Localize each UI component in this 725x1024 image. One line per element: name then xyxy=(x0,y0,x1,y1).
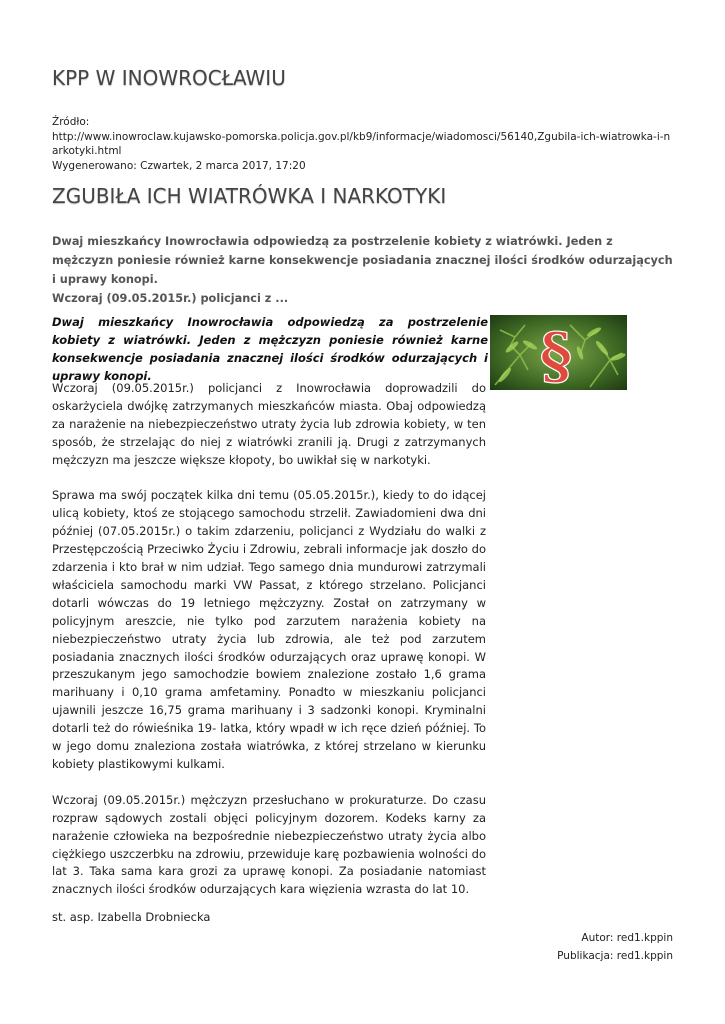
footer-credits xyxy=(557,929,673,965)
footer-publication: Publikacja: red1.kppin xyxy=(557,950,673,962)
article-photo xyxy=(490,315,627,390)
summary-line: Wczoraj (09.05.2015r.) policjanci z ... xyxy=(52,292,289,305)
author-signature: st. asp. Izabella Drobniecka xyxy=(52,910,211,924)
source-url[interactable]: http://www.inowroclaw.kujawsko-pomorska.policja.gov.pl/kb9/informacje/wiadomosci/56140,Zgubila-ich-wiatrowka-i-narkotyki.html xyxy=(52,130,671,157)
paragraph-glyph: § xyxy=(539,319,573,390)
source-label: Źródło: xyxy=(52,116,90,128)
summary-line: i uprawy konopi. xyxy=(52,273,158,286)
source-meta xyxy=(52,115,672,173)
footer-author: Autor: red1.kppin xyxy=(581,932,673,944)
article-paragraph: Wczoraj (09.05.2015r.) mężczyzn przesłuchano w prokuraturze. Do czasu rozpraw sądowych zostali objęci policyjnym dozorem. Kodeks karny za narażenie człowieka na bezpośrednie niebezpieczeństwo utraty życia albo ciężkiego uszczerbku na zdrowiu, przewiduje karę pozbawienia wolności do lat 3. Taka sama kara grozi za uprawę konopi. Za posiadanie natomiast znacznych ilości środków odurzających kara więzienia wzrasta do lat 10. xyxy=(52,792,486,897)
generated-date: Wygenerowano: Czwartek, 2 marca 2017, 17:20 xyxy=(52,159,306,172)
article-paragraph: Wczoraj (09.05.2015r.) policjanci z Inowrocławia doprowadzili do oskarżyciela dwójkę zatrzymanych mieszkańców miasta. Obaj odpowiedzą za narażenie na niebezpieczeństwo utraty życia lub zdrowia kobiety, w ten sposób, że strzelając do niej z wiatrówki zranili ją. Drugi z zatrzymanych mężczyzn ma jeszcze większe kłopoty, bo uwikłał się w narkotyki. xyxy=(52,381,486,467)
paragraph-sign-icon xyxy=(490,315,627,390)
article-title: ZGUBIŁA ICH WIATRÓWKA I NARKOTYKI xyxy=(52,184,447,208)
site-title: KPP W INOWROCŁAWIU xyxy=(52,66,286,90)
article-body xyxy=(52,380,486,917)
article-lead: Dwaj mieszkańcy Inowrocławia odpowiedzą za postrzelenie kobiety z wiatrówki. Jeden z mężczyzn poniesie również karne konsekwencje posiadania znacznej ilości środków odurzających i uprawy konopi. xyxy=(52,315,488,383)
article-summary xyxy=(52,232,677,308)
summary-line: Dwaj mieszkańcy Inowrocławia odpowiedzą za postrzelenie kobiety z wiatrówki. Jeden z mężczyzn poniesie również karne konsekwencje posiadania znacznej ilości środków odurzających xyxy=(52,235,673,267)
article-paragraph: Sprawa ma swój początek kilka dni temu (05.05.2015r.), kiedy to do idącej ulicą kobiety, ktoś ze stojącego samochodu strzelił. Zawiadomieni dwa dni później (07.05.2015r.) o takim zdarzeniu, policjanci z Wydziału do walki z Przestępczością Przeciwko Życiu i Zdrowiu, zebrali informacje jak doszło do zdarzenia i kto brał w nim udział. Tego samego dnia mundurowi zatrzymali właściciela samochodu marki VW Passat, z którego strzelano. Policjanci dotarli wówczas do 19 letniego mężczyzny. Został on zatrzymany w policyjnym areszcie, nie tylko pod zarzutem narażenia kobiety na niebezpieczeństwo utraty życia lub zdrowia, ale też pod zarzutem posiadania znacznych ilości środków odurzających oraz uprawę konopi. W przeszukanym jego samochodzie bowiem znalezione zostało 1,6 grama marihuany i 0,10 grama amfetaminy. Ponadto w mieszkaniu policjanci ujawnili jeszcze 16,75 grama marihuany i 3 sadzonki konopi. Kryminalni dotarli też do rówieśnika 19- latka, który wpadł w ich ręce dzień później. To w jego domu znaleziona została wiatrówka, z której strzelano w kierunku kobiety plastikowymi kulkami. xyxy=(52,488,486,772)
